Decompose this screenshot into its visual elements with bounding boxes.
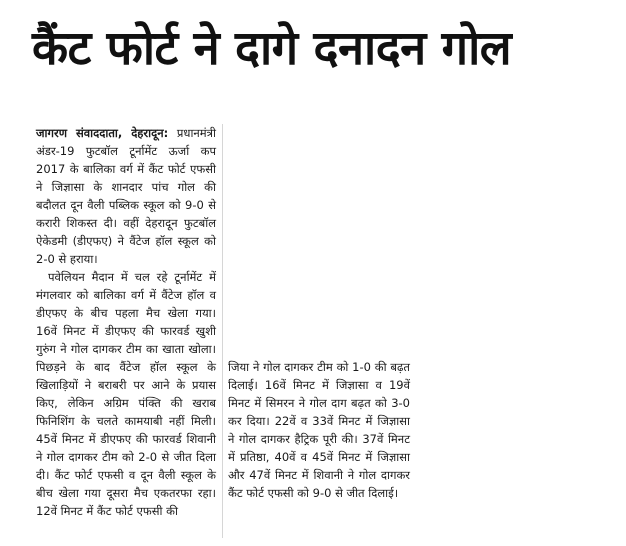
article-paragraph-1 [36,124,216,268]
article-paragraph-2: पवेलियन मैदान में चल रहे टूर्नामेंट में मंगलवार को बालिका वर्ग में वैंटेज हॉल व डीएफए के बीच पहला मैच खेला गया। 16वें मिनट में डीएफए की फारवर्ड खुशी गुरुंग ने गोल दागकर टीम का खाता खोला। पिछड़ने के बाद वैंटेज हॉल स्कूल के खिलाड़ियों ने बराबरी पर आने के प्रयास किए, लेकिन अग्रिम पंक्ति की खराब फिनिशिंग के चलते कामयाबी नहीं मिली। 45वें मिनट में डीएफए की फारवर्ड शिवानी ने गोल दागकर टीम को 2-0 से जीत दिला दी। कैंट फोर्ट एफसी व दून वैली स्कूल के बीच खेला गया दूसरा मैच एकतरफा रहा। 12वें मिनट में कैंट फोर्ट एफसी की [36,270,216,518]
article-paragraph-3: जिया ने गोल दागकर टीम को 1-0 की बढ़त दिलाई। 16वें मिनट में जिज्ञासा व 19वें मिनट में सिमरन ने गोल दाग बढ़त को 3-0 कर दिया। 22वें व 33वें मिनट में जिज्ञासा ने गोल दागकर हैट्रिक पूरी की। 37वें मिनट में प्रतिष्ठा, 40वें व 45वें मिनट में जिज्ञासा और 47वें मिनट में शिवानी ने गोल दागकर कैंट फोर्ट एफसी को 9-0 से जीत दिलाई। [228,360,410,500]
article-paragraph-1-text: प्रधानमंत्री अंडर-19 फुटबॉल टूर्नामेंट ऊर्जा कप 2017 के बालिका वर्ग में कैंट फोर्ट एफसी ने जिज्ञासा के शानदार पांच गोल की बदौलत दून वैली पब्लिक स्कूल को 9-0 से करारी शिकस्त दी। वहीं देहरादून फुटबॉल ऐकेडमी (डीएफए) ने वैंटेज हॉल स्कूल को 2-0 से हराया। [36,126,217,266]
article-byline: जागरण संवाददाता, देहरादून: [36,126,169,140]
article-column-left [36,124,216,520]
article-column-right [228,358,410,502]
column-divider [222,124,223,538]
article-headline: कैंट फोर्ट ने दागे दनादन गोल [32,21,512,76]
